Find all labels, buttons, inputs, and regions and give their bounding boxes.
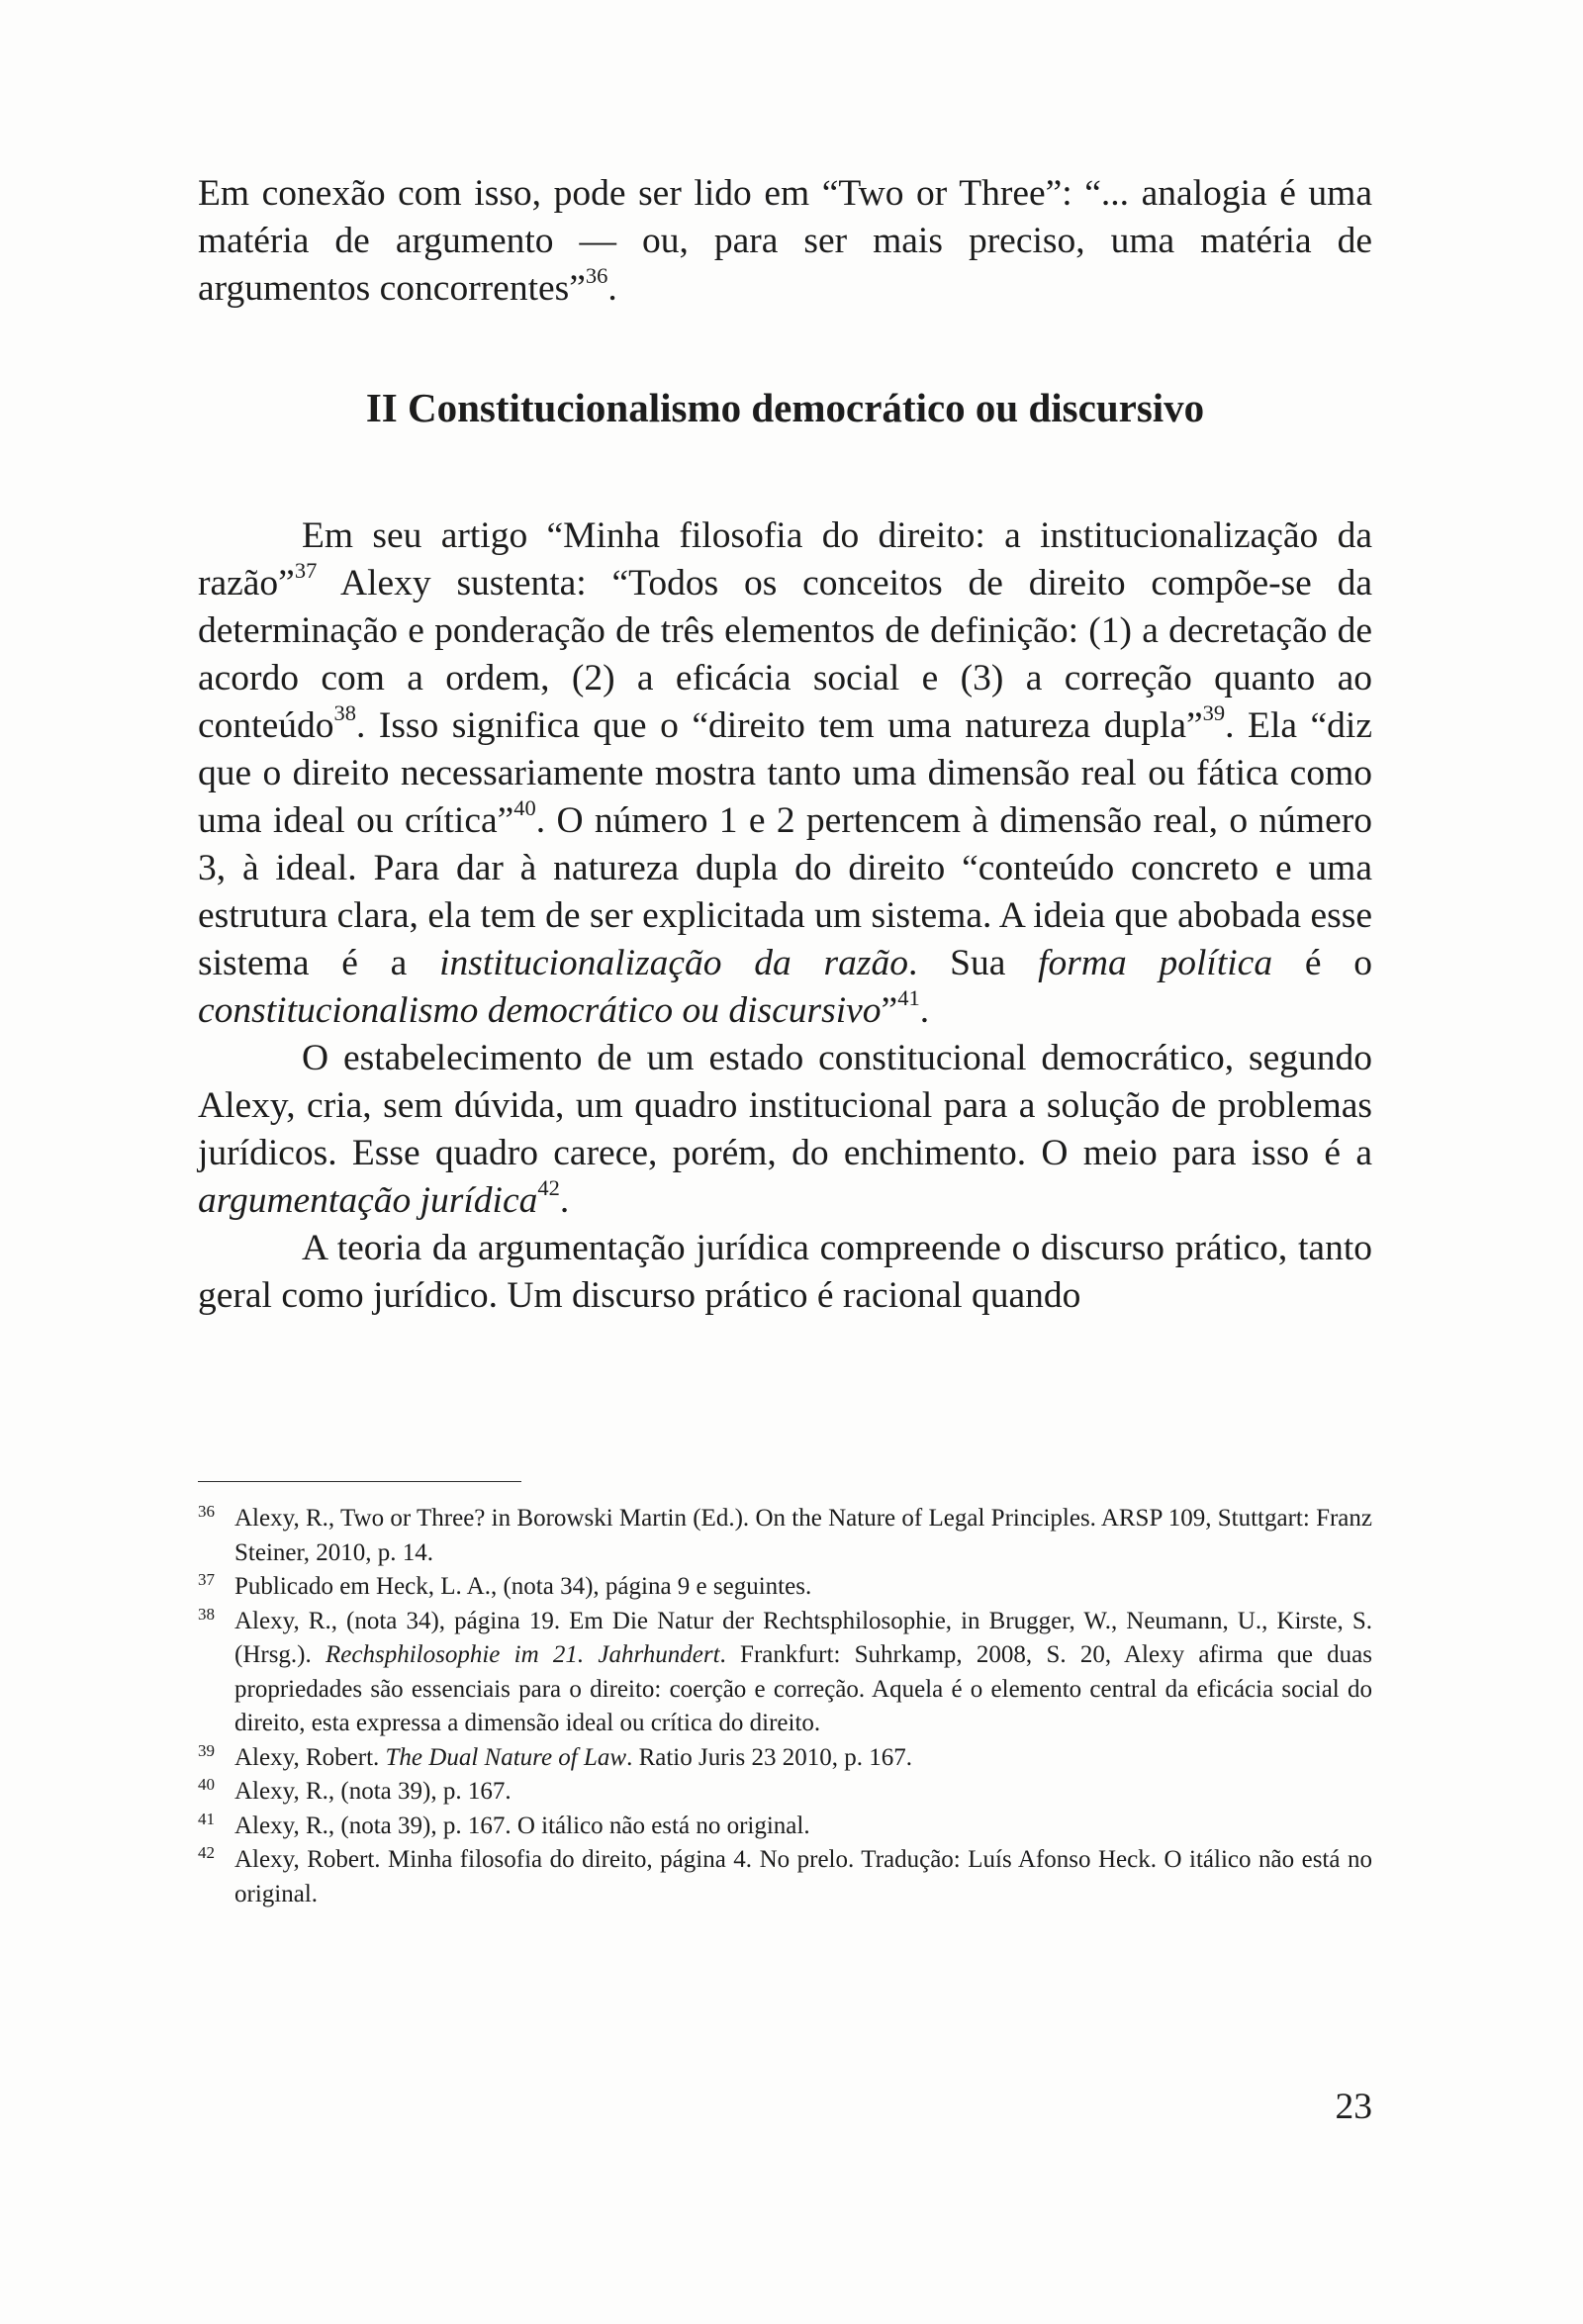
italic-term: institucionalização da razão <box>439 943 908 983</box>
footnote-39: 39 Alexy, Robert. The Dual Nature of Law. Ratio Juris 23 2010, p. 167. <box>198 1741 1372 1776</box>
footnote-ref-36: 36 <box>585 263 608 289</box>
footnote-36: 36 Alexy, R., Two or Three? in Borowski Martin (Ed.). On the Nature of Legal Principles. ARSP 109, Stuttgart: Franz Steiner, 2010, p. 14. <box>198 1502 1372 1570</box>
footnote-ref-41: 41 <box>897 985 920 1011</box>
footnote-41: 41 Alexy, R., (nota 39), p. 167. O itálico não está no original. <box>198 1810 1372 1844</box>
footnote-number: 36 <box>198 1502 215 1521</box>
italic-term: constitucionalismo democrático ou discursivo <box>198 990 882 1031</box>
footnote-ref-39: 39 <box>1202 700 1226 726</box>
footnote-number: 39 <box>198 1740 215 1760</box>
paragraph-2: Em seu artigo “Minha filosofia do direito: a institucionalização da razão”$^{37}$ Alexy sustenta: “Todos os conceitos de direito compõe-se da determinação e ponderação de três elementos de definição: (1) a decretação de acordo com a ordem, (2) a eficácia social e (3) a correção quanto ao conteúdo$^{38}$. Isso significa que o “direito tem uma natureza dupla”$^{39}$. Ela “diz que o direito necessariamente mostra tanto uma dimensão real ou fática como uma ideal ou crítica”$^{40}$. O número 1 e 2 pertencem à dimensão real, o número 3, à ideal. Para dar à natureza dupla do direito “conteúdo concreto e uma estrutura clara, ela tem de ser explicitada um sistema. A ideia que abobada esse sistema é a institucionalização da razão. Sua forma política é o constitucionalismo democrático ou discursivo”$^{41}$. <box>198 515 1373 1031</box>
body-text <box>198 170 1372 1320</box>
footnote-number: 41 <box>198 1809 215 1828</box>
footnote-ref-38: 38 <box>333 700 356 726</box>
section-heading: II Constitucionalismo democrático ou discursivo <box>365 385 1205 430</box>
footnote-number: 37 <box>198 1570 215 1589</box>
footnote-42: 42 Alexy, Robert. Minha filosofia do direito, página 4. No prelo. Tradução: Luís Afonso Heck. O itálico não está no original. <box>198 1843 1372 1911</box>
footnotes <box>198 1502 1372 1911</box>
footnote-37: 37 Publicado em Heck, L. A., (nota 34), página 9 e seguintes. <box>198 1570 1372 1605</box>
footnote-ref-37: 37 <box>294 558 318 584</box>
paragraph-3: O estabelecimento de um estado constitucional democrático, segundo Alexy, cria, sem dúvida, um quadro institucional para a solução de problemas jurídicos. Esse quadro carece, porém, do enchimento. O meio para isso é a argumentação jurídica$^{42}$. <box>198 1038 1372 1221</box>
footnote-ref-40: 40 <box>513 795 536 821</box>
footnote-38: 38 Alexy, R., (nota 34), página 19. Em Die Natur der Rechtsphilosophie, in Brugger, W., Neumann, U., Kirste, S. (Hrsg.). Rechsphilosophie im 21. Jahrhundert. Frankfurt: Suhrkamp, 2008, S. 20, Alexy afirma que duas propriedades são essenciais para o direito: coerção e correção. Aquela é o elemento central da eficácia social do direito, esta expressa a dimensão ideal ou crítica do direito. <box>198 1605 1372 1741</box>
paragraph-1: Em conexão com isso, pode ser lido em “Two or Three”: “... analogia é uma matéria de argumento — ou, para ser mais preciso, uma matéria de argumentos concorrentes”$^{36}$. <box>198 173 1372 309</box>
italic-term: argumentação jurídica <box>198 1180 538 1221</box>
paragraph-4: A teoria da argumentação jurídica compreende o discurso prático, tanto geral como jurídico. Um discurso prático é racional quando <box>198 1228 1372 1316</box>
footnote-40: 40 Alexy, R., (nota 39), p. 167. <box>198 1775 1372 1810</box>
page-number: 23 <box>1335 2087 1372 2127</box>
footnote-number: 42 <box>198 1843 215 1862</box>
footnote-separator <box>198 1481 521 1482</box>
footnote-ref-42: 42 <box>537 1175 560 1201</box>
italic-term: forma política <box>1038 943 1273 983</box>
footnote-number: 40 <box>198 1775 215 1794</box>
footnote-number: 38 <box>198 1604 215 1624</box>
